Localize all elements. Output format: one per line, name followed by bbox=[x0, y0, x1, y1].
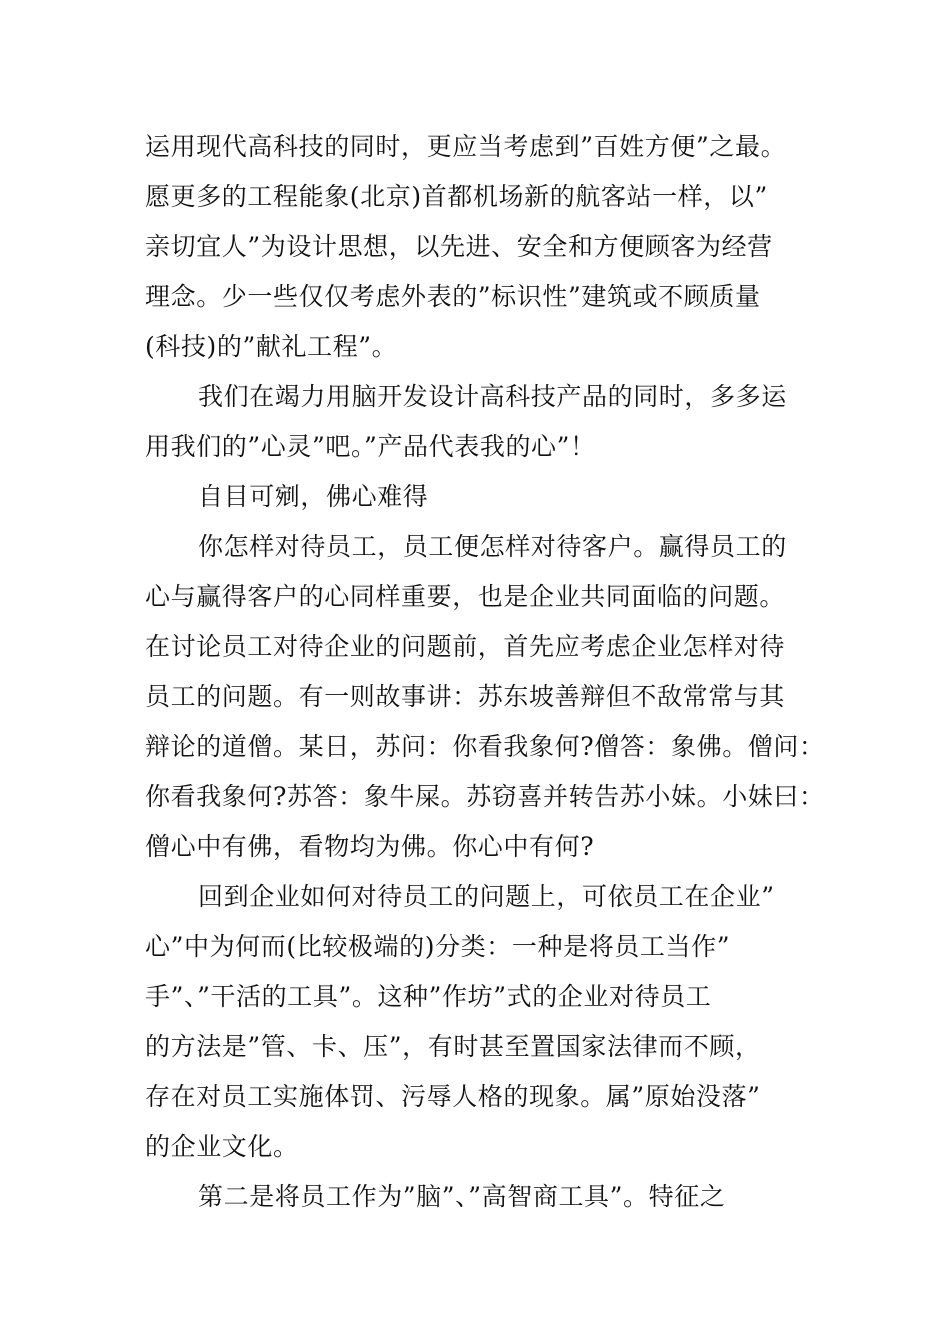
text-line: 心与赢得客户的心同样重要，也是企业共同面临的问题。 bbox=[145, 582, 786, 611]
text-line: 你怎样对待员工，员工便怎样对待客户。赢得员工的 bbox=[198, 532, 787, 561]
text-line: 用我们的”心灵”吧。”产品代表我的心”！ bbox=[145, 432, 596, 461]
text-line: 存在对员工实施体罚、污辱人格的现象。属”原始没落” bbox=[145, 1082, 761, 1111]
text-line: 的方法是”管、卡、压”，有时甚至置国家法律而不顾， bbox=[145, 1032, 761, 1061]
text-line: 员工的问题。有一则故事讲：苏东坡善辩但不敌常常与其 bbox=[145, 682, 786, 711]
text-line: 第二是将员工作为”脑”、”高智商工具”。特征之 bbox=[198, 1182, 726, 1211]
section-heading: 自目可剜，佛心难得 bbox=[198, 482, 429, 511]
text-line: 的企业文化。 bbox=[145, 1132, 299, 1161]
text-line: 愿更多的工程能象(北京)首都机场新的航客站一样，以” bbox=[145, 182, 768, 211]
text-line: 回到企业如何对待员工的问题上，可依员工在企业” bbox=[198, 882, 775, 911]
text-line: 手”、”干活的工具”。这种”作坊”式的企业对待员工 bbox=[145, 982, 712, 1011]
text-line: 在讨论员工对待企业的问题前，首先应考虑企业怎样对待 bbox=[145, 632, 786, 661]
text-line: 运用现代高科技的同时，更应当考虑到”百姓方便”之最。 bbox=[145, 132, 787, 161]
text-line: 亲切宜人”为设计思想，以先进、安全和方便顾客为经营 bbox=[145, 232, 773, 261]
text-line: (科技)的”献礼工程”。 bbox=[145, 332, 398, 361]
text-line: 心”中为何而(比较极端的)分类：一种是将员工当作” bbox=[145, 932, 731, 961]
text-line: 我们在竭力用脑开发设计高科技产品的同时，多多运 bbox=[198, 382, 787, 411]
text-line: 理念。少一些仅仅考虑外表的”标识性”建筑或不顾质量 bbox=[145, 282, 761, 311]
text-line: 僧心中有佛，看物均为佛。你心中有何? bbox=[145, 832, 595, 861]
text-line: 辩论的道僧。某日，苏问：你看我象何?僧答：象佛。僧问： bbox=[145, 732, 825, 761]
text-line: 你看我象何?苏答：象牛屎。苏窃喜并转告苏小妹。小妹曰： bbox=[145, 782, 825, 811]
